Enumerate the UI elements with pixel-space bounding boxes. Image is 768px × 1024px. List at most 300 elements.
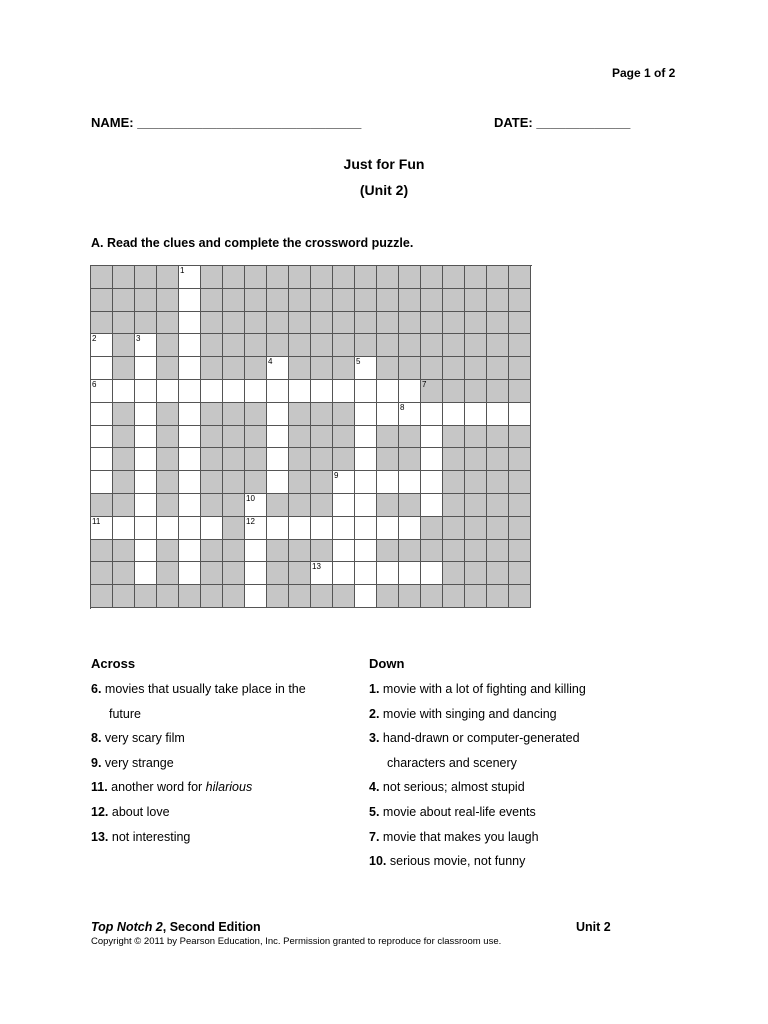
crossword-cell [399,517,421,540]
crossword-cell [201,426,223,449]
crossword-cell [443,403,465,426]
across-clue [91,830,190,844]
crossword-cell [91,312,113,335]
crossword-cell [223,562,245,585]
crossword-cell [245,517,267,540]
crossword-cell [443,562,465,585]
crossword-cell [399,312,421,335]
crossword-cell [179,585,201,608]
crossword-cell [509,426,531,449]
crossword-cell [135,585,157,608]
crossword-cell [355,494,377,517]
crossword-cell [201,448,223,471]
crossword-cell [289,357,311,380]
crossword-cell [223,380,245,403]
clue-num: 12. [91,805,109,819]
crossword-cell [267,540,289,563]
crossword-cell [509,562,531,585]
crossword-cell [157,266,179,289]
crossword-cell [443,380,465,403]
clue-num: 9. [91,755,102,770]
crossword-cell [179,426,201,449]
crossword-cell [179,266,201,289]
crossword-cell [377,380,399,403]
crossword-cell [333,585,355,608]
across-clue [91,805,170,819]
crossword-cell [223,357,245,380]
across-clue [91,780,252,794]
crossword-cell [289,517,311,540]
crossword-cell [465,494,487,517]
crossword-cell [157,312,179,335]
crossword-cell [223,585,245,608]
down-clue [369,707,557,721]
across-clue [91,756,174,770]
crossword-cell [157,448,179,471]
crossword-cell [333,289,355,312]
crossword-cell [267,517,289,540]
clue-text: serious movie, not funny [386,854,526,869]
page-number: Page 1 of 2 [612,66,676,80]
clue-continuation: characters and scenery [387,755,517,770]
crossword-cell [377,494,399,517]
crossword-cell [443,471,465,494]
crossword-cell [267,312,289,335]
crossword-cell [179,540,201,563]
crossword-cell [333,380,355,403]
copyright-notice: Copyright © 2011 by Pearson Education, Inc. Permission granted to reproduce for classroom use. [91,936,502,947]
date-field-label: DATE: _____________ [494,115,631,130]
crossword-cell [399,334,421,357]
crossword-cell [377,540,399,563]
crossword-cell [487,494,509,517]
crossword-cell [487,334,509,357]
clue-text: movie with singing and dancing [379,706,557,721]
crossword-cell [245,334,267,357]
crossword-cell [245,562,267,585]
crossword-cell [267,403,289,426]
crossword-cell [289,585,311,608]
crossword-cell [399,494,421,517]
crossword-cell [223,494,245,517]
crossword-cell [223,334,245,357]
crossword-cell [179,357,201,380]
crossword-cell [465,357,487,380]
crossword-cell [245,380,267,403]
crossword-cell [157,494,179,517]
crossword-cell [311,494,333,517]
crossword-cell [113,312,135,335]
crossword-cell [443,494,465,517]
crossword-cell [113,334,135,357]
crossword-cell [443,426,465,449]
crossword-cell [113,585,135,608]
crossword-cell [399,289,421,312]
crossword-cell [443,585,465,608]
crossword-cell [289,380,311,403]
crossword-cell [465,289,487,312]
crossword-cell [201,540,223,563]
crossword-cell [135,334,157,357]
clue-num: 6. [91,682,102,696]
crossword-cell [377,448,399,471]
clue-continuation: future [109,706,141,721]
worksheet-title: Just for Fun [343,156,425,172]
crossword-cell [421,562,443,585]
crossword-cell [113,380,135,403]
crossword-cell [113,562,135,585]
crossword-cell [201,494,223,517]
crossword-cell [465,517,487,540]
crossword-cell [399,448,421,471]
crossword-cell [333,334,355,357]
crossword-cell [333,312,355,335]
crossword-cell [509,266,531,289]
crossword-cell [135,562,157,585]
crossword-cell [377,334,399,357]
crossword-cell [311,585,333,608]
crossword-cell [245,426,267,449]
clue-text: movie that makes you laugh [379,829,539,844]
crossword-cell [377,517,399,540]
crossword-cell [289,471,311,494]
crossword-cell [333,562,355,585]
crossword-cell [355,403,377,426]
crossword-cell [509,517,531,540]
crossword-cell [289,540,311,563]
crossword-cell [421,471,443,494]
crossword-cell [113,494,135,517]
crossword-cell [201,403,223,426]
crossword-cell [333,540,355,563]
clue-number: 3 [136,334,141,344]
clue-num: 10. [369,854,387,869]
clue-number: 4 [268,357,273,367]
across-clue [91,682,306,696]
clue-text: hand-drawn or computer-generated [379,731,580,746]
down-clue [369,830,539,844]
crossword-cell [289,312,311,335]
crossword-cell [201,266,223,289]
clue-text: not interesting [108,829,191,844]
crossword-cell [289,426,311,449]
crossword-cell [289,403,311,426]
crossword-cell [91,471,113,494]
crossword-cell [289,562,311,585]
crossword-cell [487,540,509,563]
crossword-cell [267,266,289,289]
crossword-cell [157,403,179,426]
clue-num: 4. [369,780,380,795]
crossword-cell [91,494,113,517]
crossword-cell [333,448,355,471]
crossword-cell [223,289,245,312]
crossword-cell [487,517,509,540]
clue-number: 12 [246,516,255,526]
crossword-cell [91,426,113,449]
crossword-cell [465,471,487,494]
clue-number: 10 [246,493,255,503]
crossword-cell [311,562,333,585]
crossword-cell [113,357,135,380]
clue-text: another word for [107,780,206,795]
crossword-cell [465,540,487,563]
crossword-cell [135,517,157,540]
crossword-cell [289,494,311,517]
crossword-cell [201,562,223,585]
crossword-cell [509,494,531,517]
crossword-cell [113,517,135,540]
crossword-cell [399,540,421,563]
crossword-cell [157,357,179,380]
crossword-cell [377,266,399,289]
clue-num: 5. [369,805,380,819]
crossword-cell [443,334,465,357]
crossword-cell [487,266,509,289]
across-heading: Across [91,656,136,671]
clue-text: about love [108,805,170,819]
clue-num: 1. [369,682,380,696]
crossword-cell [157,334,179,357]
crossword-cell [91,448,113,471]
crossword-cell [487,426,509,449]
crossword-cell [377,289,399,312]
crossword-cell [135,312,157,335]
clue-num: 13. [91,829,109,844]
name-field-label: NAME: _______________________________ [91,115,362,130]
crossword-cell [487,448,509,471]
crossword-cell [267,448,289,471]
crossword-cell [443,289,465,312]
clue-number: 9 [334,471,339,481]
crossword-cell [333,494,355,517]
crossword-cell [201,289,223,312]
crossword-cell [157,380,179,403]
crossword-cell [355,471,377,494]
crossword-cell [465,448,487,471]
crossword-cell [267,426,289,449]
clue-text: very strange [101,755,174,770]
crossword-cell [399,403,421,426]
crossword-cell [421,494,443,517]
crossword-cell [135,448,157,471]
crossword-cell [355,562,377,585]
clue-num: 8. [91,731,102,746]
crossword-cell [267,471,289,494]
crossword-cell [465,426,487,449]
crossword-cell [355,426,377,449]
crossword-cell [245,357,267,380]
crossword-cell [465,585,487,608]
crossword-cell [443,357,465,380]
down-clue [369,731,580,745]
crossword-cell [465,312,487,335]
crossword-cell [289,289,311,312]
clue-number: 2 [92,334,97,344]
crossword-cell [223,312,245,335]
clue-number: 8 [400,402,405,412]
crossword-cell [245,494,267,517]
crossword-cell [465,403,487,426]
crossword-cell [421,403,443,426]
crossword-cell [289,448,311,471]
crossword-cell [267,494,289,517]
crossword-cell [135,403,157,426]
crossword-cell [113,426,135,449]
crossword-cell [179,403,201,426]
crossword-cell [421,380,443,403]
crossword-cell [311,312,333,335]
crossword-cell [91,540,113,563]
crossword-cell [333,426,355,449]
down-clue [369,780,525,794]
crossword-cell [355,540,377,563]
crossword-cell [135,540,157,563]
crossword-cell [91,403,113,426]
crossword-cell [91,357,113,380]
book-edition: , Second Edition [162,920,261,934]
crossword-cell [245,312,267,335]
crossword-cell [421,289,443,312]
crossword-cell [421,312,443,335]
crossword-cell [333,517,355,540]
crossword-cell [421,448,443,471]
crossword-cell [201,357,223,380]
crossword-cell [443,312,465,335]
crossword-cell [399,266,421,289]
crossword-cell [91,334,113,357]
crossword-cell [509,448,531,471]
crossword-cell [267,585,289,608]
crossword-cell [91,517,113,540]
down-clue [369,682,586,696]
crossword-cell [443,448,465,471]
crossword-cell [421,517,443,540]
crossword-cell [311,289,333,312]
clue-number: 6 [92,379,97,389]
crossword-cell [179,334,201,357]
down-clue [369,854,525,868]
crossword-cell [113,448,135,471]
crossword-cell [421,357,443,380]
clue-number: 7 [422,379,427,389]
crossword-cell [487,471,509,494]
worksheet-subtitle: (Unit 2) [359,182,409,198]
crossword-cell [91,289,113,312]
crossword-cell [201,517,223,540]
crossword-cell [157,426,179,449]
crossword-cell [135,289,157,312]
crossword-cell [443,266,465,289]
crossword-cell [421,585,443,608]
crossword-cell [509,540,531,563]
clue-text: movie about real-life events [379,805,536,819]
crossword-cell [267,334,289,357]
clue-text: very scary film [101,731,185,746]
crossword-cell [465,562,487,585]
crossword-cell [245,471,267,494]
instruction-text: A. Read the clues and complete the crossword puzzle. [91,236,414,250]
crossword-cell [245,403,267,426]
crossword-cell [245,585,267,608]
crossword-cell [421,334,443,357]
clue-text: movie with a lot of fighting and killing [379,682,586,696]
crossword-cell [333,403,355,426]
crossword-cell [487,403,509,426]
crossword-cell [223,266,245,289]
crossword-cell [245,448,267,471]
crossword-cell [223,448,245,471]
crossword-cell [311,517,333,540]
crossword-cell [333,357,355,380]
crossword-cell [355,357,377,380]
crossword-cell [267,562,289,585]
crossword-cell [267,380,289,403]
crossword-cell [113,403,135,426]
crossword-cell [421,540,443,563]
crossword-cell [179,289,201,312]
book-title [91,920,261,934]
crossword-cell [487,289,509,312]
across-clue [91,731,185,745]
crossword-cell [179,448,201,471]
crossword-cell [289,266,311,289]
unit-label: Unit 2 [576,920,611,934]
clue-number: 5 [356,357,361,367]
crossword-cell [509,289,531,312]
book-title-italic: Top Notch 2 [91,920,163,934]
crossword-cell [377,426,399,449]
crossword-cell [135,266,157,289]
crossword-cell [355,517,377,540]
crossword-cell [377,357,399,380]
crossword-cell [245,540,267,563]
crossword-cell [179,380,201,403]
crossword-cell [487,380,509,403]
crossword-cell [157,585,179,608]
crossword-cell [157,471,179,494]
crossword-cell [223,540,245,563]
crossword-cell [509,585,531,608]
crossword-cell [487,562,509,585]
clue-number: 11 [92,516,101,526]
clue-num: 2. [369,706,380,721]
crossword-cell [245,266,267,289]
crossword-cell [201,380,223,403]
crossword-cell [91,266,113,289]
crossword-cell [355,312,377,335]
crossword-cell [355,289,377,312]
crossword-cell [201,471,223,494]
crossword-cell [201,585,223,608]
crossword-cell [311,540,333,563]
crossword-cell [399,357,421,380]
crossword-cell [311,266,333,289]
crossword-grid [90,265,532,609]
crossword-cell [399,562,421,585]
crossword-cell [509,312,531,335]
crossword-cell [443,517,465,540]
down-heading: Down [369,656,405,671]
crossword-cell [223,426,245,449]
crossword-cell [509,380,531,403]
crossword-cell [135,357,157,380]
crossword-cell [355,585,377,608]
crossword-cell [113,471,135,494]
crossword-cell [157,289,179,312]
crossword-cell [377,312,399,335]
crossword-cell [135,380,157,403]
